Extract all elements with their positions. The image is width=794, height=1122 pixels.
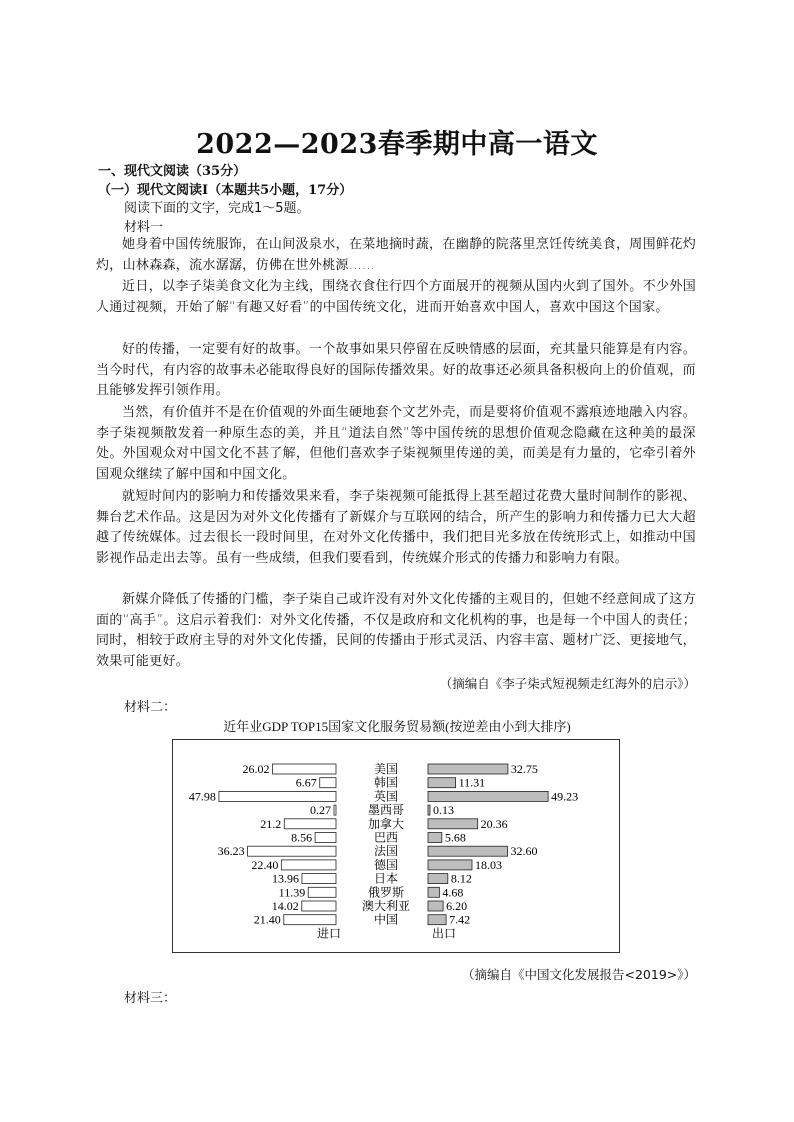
page-title: 2022—2023春季期中高一语文 <box>196 129 598 160</box>
paragraph: 当然，有价值并不是在价值观的外面生硬地套个文艺外壳，而是要将价值观不露痕迹地融入内容。李子柒视频散发着一种原生态的美，并且“道法自然”等中国传统的思想价值观念隐藏在这种美的最深处。外国观众对中国文化不甚了解，但他们喜欢李子柒视频里传递的美，而美是有力量的，它牵引着外国观众继续了解中国和中国文化。 <box>96 405 696 482</box>
source-citation: （摘编自《中国文化发展报告<2019>》） <box>461 967 696 982</box>
export-value-label: 18.03 <box>474 857 502 872</box>
category-label: 加拿大 <box>367 816 405 831</box>
import-bar <box>284 915 336 925</box>
export-bar <box>428 805 430 815</box>
paragraph: 近日，以李子柒美食文化为主线，围绕衣食住行四个方面展开的视频从国内火到了国外。不少外国人通过视频，开始了解“有趣又好看”的中国传统文化，进而开始喜欢中国人，喜欢中国这个国家。 <box>96 279 696 315</box>
import-bar <box>302 901 336 911</box>
import-value-label: 47.98 <box>188 789 216 804</box>
export-value-label: 49.23 <box>551 789 579 804</box>
export-value-label: 0.13 <box>433 803 454 818</box>
import-bar <box>248 846 336 856</box>
category-label: 俄罗斯 <box>367 885 405 900</box>
category-label: 日本 <box>373 871 399 886</box>
export-bar <box>428 901 443 911</box>
import-bar <box>334 805 336 815</box>
material3-label: 材料三： <box>124 991 177 1006</box>
export-bar <box>428 887 439 897</box>
import-bar <box>273 764 336 774</box>
export-value-label: 6.20 <box>446 899 468 913</box>
category-label: 墨西哥 <box>367 803 405 818</box>
paragraph: 新媒介降低了传播的门槛，李子柒自己或许没有对外文化传播的主观目的，但她不经意间成了这方面的“高手”。这启示着我们：对外文化传播，不仅是政府和文化机构的事，也是每一个中国人的责任；同时，相较于政府主导的对外文化传播，民间的传播由于形式灵活、内容丰富、题材广泛、更接地气，效果可能更好。 <box>96 592 696 669</box>
import-bar <box>315 833 336 843</box>
export-bar <box>428 874 448 884</box>
source-citation: （摘编自《李子柒式短视频走红海外的启示》） <box>439 676 696 691</box>
category-label: 德国 <box>373 857 399 872</box>
chart-title: 近年业GDP TOP15国家文化服务贸易额(按逆差由小到大排序) <box>223 719 571 734</box>
subsection-heading: （一）现代文阅读Ⅰ（本题共5小题，17分） <box>98 183 353 198</box>
export-value-label: 11.31 <box>458 775 486 790</box>
export-value-label: 8.12 <box>450 871 472 886</box>
import-bar <box>219 791 336 801</box>
import-value-label: 13.96 <box>271 871 299 886</box>
import-bar <box>302 874 336 884</box>
import-value-label: 21.40 <box>253 912 281 927</box>
category-label: 巴西 <box>373 830 399 845</box>
import-value-label: 0.27 <box>310 803 331 818</box>
category-label: 英国 <box>373 789 399 804</box>
legend-export: 出口 <box>431 926 457 941</box>
legend-import: 进口 <box>316 926 342 941</box>
instruction: 阅读下面的文字，完成1～5题。 <box>124 201 310 216</box>
material1-label: 材料一 <box>124 220 164 235</box>
import-value-label: 26.02 <box>242 762 270 776</box>
export-value-label: 4.68 <box>442 885 464 900</box>
import-value-label: 21.2 <box>260 816 282 831</box>
import-bar <box>320 778 336 788</box>
import-value-label: 8.56 <box>291 830 313 845</box>
paragraph: 她身着中国传统服饰，在山间汲泉水，在菜地摘时蔬，在幽静的院落里烹饪传统美食，周围鲜花灼灼，山林森森，流水潺潺，仿佛在世外桃源…… <box>96 237 696 273</box>
import-value-label: 14.02 <box>271 899 299 913</box>
import-bar <box>284 819 336 829</box>
import-value-label: 11.39 <box>278 885 306 900</box>
bar-chart <box>173 740 619 952</box>
export-bar <box>428 764 508 774</box>
import-value-label: 6.67 <box>295 775 317 790</box>
export-value-label: 32.75 <box>510 762 538 776</box>
category-label: 美国 <box>373 762 399 776</box>
section-heading: 一、现代文阅读（35分） <box>98 164 247 179</box>
export-bar <box>428 819 478 829</box>
import-bar <box>308 887 336 897</box>
import-bar <box>281 860 336 870</box>
export-bar <box>428 833 442 843</box>
export-value-label: 20.36 <box>480 816 508 831</box>
export-bar <box>428 778 456 788</box>
export-bar <box>428 846 508 856</box>
import-value-label: 36.23 <box>217 844 245 859</box>
export-value-label: 7.42 <box>449 912 471 927</box>
paragraph: 就短时间内的影响力和传播效果来看，李子柒视频可能抵得上甚至超过花费大量时间制作的影视、舞台艺术作品。这是因为对外文化传播有了新媒介与互联网的结合，所产生的影响力和传播力已大大超越了传统媒体。过去很长一段时间里，在对外文化传播中，我们把目光多放在传统形式上，如推动中国影视作品走出去等。虽有一些成绩，但我们要看到，传统媒介形式的传播力和影响力有限。 <box>96 489 696 566</box>
category-label: 澳大利亚 <box>361 899 411 913</box>
category-label: 法国 <box>373 844 399 859</box>
export-bar <box>428 860 472 870</box>
export-bar <box>428 915 446 925</box>
chart-frame <box>172 739 620 953</box>
category-label: 中国 <box>373 912 399 927</box>
category-label: 韩国 <box>373 775 399 790</box>
import-value-label: 22.40 <box>251 857 279 872</box>
export-value-label: 32.60 <box>510 844 538 859</box>
export-value-label: 5.68 <box>444 830 466 845</box>
export-bar <box>428 791 548 801</box>
material2-label: 材料二： <box>124 700 177 715</box>
paragraph: 好的传播，一定要有好的故事。一个故事如果只停留在反映情感的层面，充其量只能算是有内容。当今时代，有内容的故事未必能取得良好的国际传播效果。好的故事还必须具备积极向上的价值观，而且能够发挥引领作用。 <box>96 342 696 399</box>
